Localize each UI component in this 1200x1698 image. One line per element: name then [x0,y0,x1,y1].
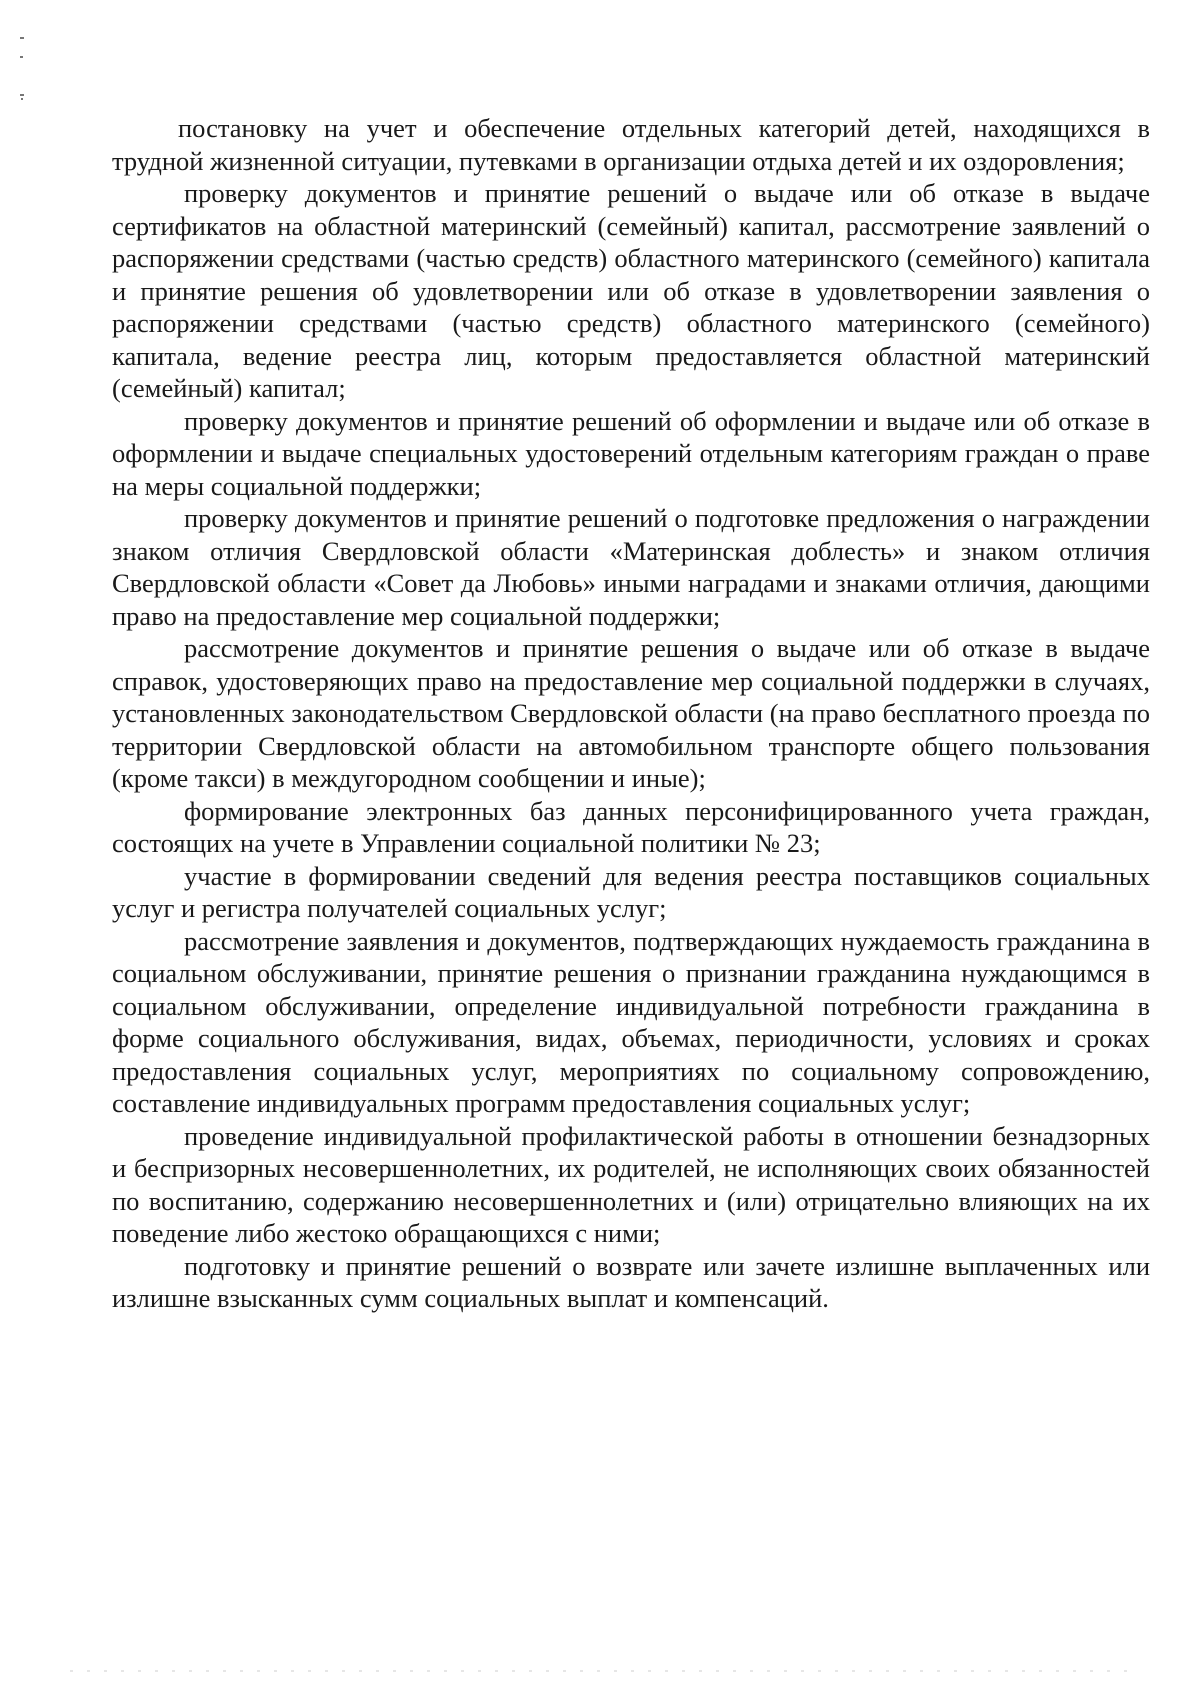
paragraph: участие в формировании сведений для ведения реестра поставщиков социальных услуг и регистра получателей социальных услуг; [112,860,1150,923]
paragraph: рассмотрение документов и принятие решения о выдаче или об отказе в выдаче справок, удостоверяющих право на предоставление мер социальной поддержки в случаях, установленных законодательством Свердловской области (на право бесплатного проезда по территории Свердловской области на автомобильном транспорте общего пользования (кроме такси) в междугородном сообщении и иные); [112,633,1150,793]
paragraph: подготовку и принятие решений о возврате или зачете излишне выплаченных или излишне взысканных сумм социальных выплат и компенсаций. [112,1250,1150,1313]
paragraph: проведение индивидуальной профилактической работы в отношении безнадзорных и беспризорных несовершеннолетних, их родителей, не исполняющих своих обязанностей по воспитанию, содержанию несовершеннолетних и (или) отрицательно влияющих на их поведение либо жестоко обращающихся с ними; [112,1120,1150,1248]
paragraph: постановку на учет и обеспечение отдельных категорий детей, находящихся в трудной жизненной ситуации, путевками в организации отдыха детей и их оздоровления; [112,113,1150,176]
paragraph: рассмотрение заявления и документов, подтверждающих нуждаемость гражданина в социальном обслуживании, принятие решения о признании гражданина нуждающимся в социальном обслуживании, определение индивидуальной потребности гражданина в форме социального обслуживания, видах, объемах, периодичности, условиях и сроках предоставления социальных услуг, мероприятиях по социальному сопровождению, составление индивидуальных программ предоставления социальных услуг; [112,925,1150,1118]
paragraph: проверку документов и принятие решений об оформлении и выдаче или об отказе в оформлении и выдаче специальных удостоверений отдельным категориям граждан о праве на меры социальной поддержки; [112,405,1150,501]
paragraph: формирование электронных баз данных персонифицированного учета граждан, состоящих на учете в Управлении социальной политики № 23; [112,795,1150,858]
document-body [112,112,1150,1315]
paragraph: проверку документов и принятие решений о подготовке предложения о награждении знаком отличия Свердловской области «Материнская доблесть» и знаком отличия Свердловской области «Совет да Любовь» иными наградами и знаками отличия, дающими право на предоставление мер социальной поддержки; [112,503,1150,631]
scan-artifact [20,94,24,96]
paragraph: проверку документов и принятие решений о выдаче или об отказе в выдаче сертификатов на областной материнский (семейный) капитал, рассмотрение заявлений о распоряжении средствами (частью средств) областного материнского (семейного) капитала и принятие решения об удовлетворении или об отказе в удовлетворении заявления о распоряжении средствами (частью средств) областного материнского (семейного) капитала, ведение реестра лиц, которым предоставляется областной материнский (семейный) капитал; [112,178,1150,403]
scan-artifact [20,56,23,58]
scan-artifact [70,1670,1130,1672]
scan-artifact [21,98,23,100]
scan-artifact [20,37,24,39]
